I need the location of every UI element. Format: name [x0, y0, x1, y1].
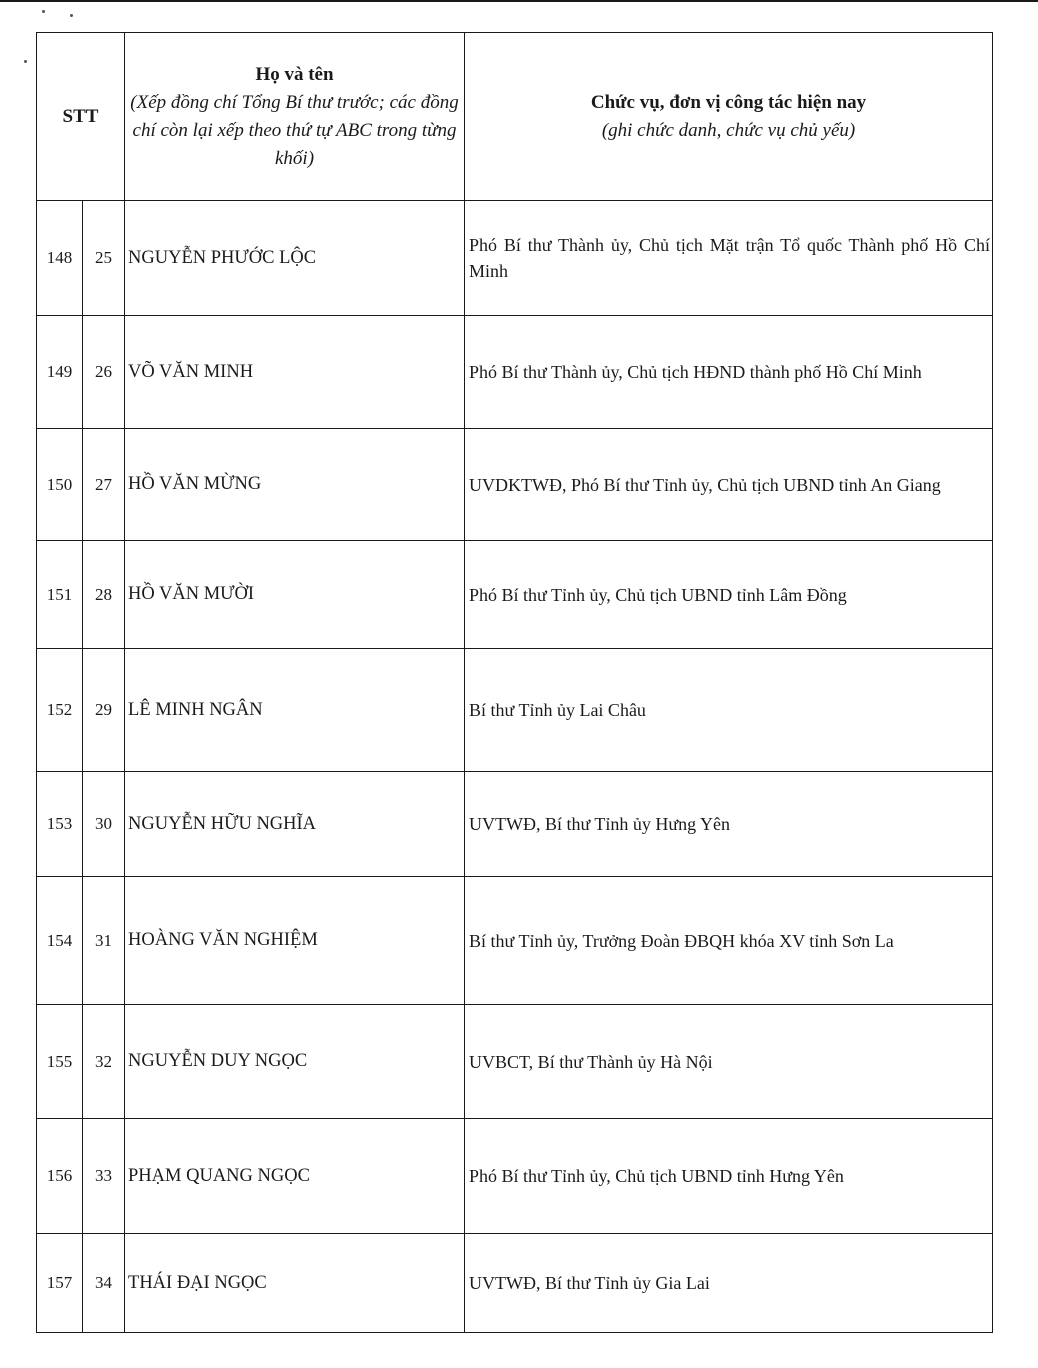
row-sub-number: 27 — [83, 429, 125, 541]
row-sub-number: 34 — [83, 1234, 125, 1333]
row-position: UVDKTWĐ, Phó Bí thư Tỉnh ủy, Chủ tịch UBND tỉnh An Giang — [465, 429, 993, 541]
row-name: NGUYỄN DUY NGỌC — [125, 1005, 465, 1119]
row-name: HỒ VĂN MỪNG — [125, 429, 465, 541]
row-name: PHẠM QUANG NGỌC — [125, 1119, 465, 1234]
row-sub-number: 32 — [83, 1005, 125, 1119]
header-name — [125, 33, 465, 201]
header-name-note: (Xếp đồng chí Tổng Bí thư trước; các đồng chí còn lại xếp theo thứ tự ABC trong từng khối) — [130, 91, 459, 169]
header-position-title: Chức vụ, đơn vị công tác hiện nay — [590, 91, 867, 113]
row-sub-number: 30 — [83, 772, 125, 877]
table-row — [37, 772, 993, 877]
row-position: Bí thư Tỉnh ủy Lai Châu — [465, 649, 993, 772]
table-header-row — [37, 33, 993, 201]
row-position: Bí thư Tỉnh ủy, Trưởng Đoàn ĐBQH khóa XV tỉnh Sơn La — [465, 877, 993, 1005]
row-name: HỒ VĂN MƯỜI — [125, 541, 465, 649]
row-sub-number: 33 — [83, 1119, 125, 1234]
table-row — [37, 1119, 993, 1234]
scan-speck — [24, 60, 27, 63]
row-number: 153 — [37, 772, 83, 877]
header-position-note: (ghi chức danh, chức vụ chủ yếu) — [601, 119, 856, 141]
row-name: NGUYỄN HỮU NGHĨA — [125, 772, 465, 877]
row-position: UVTWĐ, Bí thư Tỉnh ủy Gia Lai — [465, 1234, 993, 1333]
row-number: 157 — [37, 1234, 83, 1333]
row-number: 152 — [37, 649, 83, 772]
header-position — [465, 33, 993, 201]
row-sub-number: 31 — [83, 877, 125, 1005]
row-position: Phó Bí thư Tỉnh ủy, Chủ tịch UBND tỉnh Lâm Đồng — [465, 541, 993, 649]
table-row — [37, 316, 993, 429]
row-number: 149 — [37, 316, 83, 429]
table-row — [37, 429, 993, 541]
row-number: 154 — [37, 877, 83, 1005]
row-number: 150 — [37, 429, 83, 541]
row-position: Phó Bí thư Tỉnh ủy, Chủ tịch UBND tỉnh Hưng Yên — [465, 1119, 993, 1234]
row-number: 156 — [37, 1119, 83, 1234]
table-row — [37, 541, 993, 649]
candidate-table — [36, 32, 993, 1333]
header-name-title: Họ và tên — [255, 63, 334, 85]
row-position: UVTWĐ, Bí thư Tỉnh ủy Hưng Yên — [465, 772, 993, 877]
row-position: UVBCT, Bí thư Thành ủy Hà Nội — [465, 1005, 993, 1119]
row-sub-number: 26 — [83, 316, 125, 429]
header-stt: STT — [37, 33, 125, 201]
table-row — [37, 201, 993, 316]
row-name: THÁI ĐẠI NGỌC — [125, 1234, 465, 1333]
table-row — [37, 1234, 993, 1333]
row-number: 155 — [37, 1005, 83, 1119]
table-row — [37, 877, 993, 1005]
row-number: 148 — [37, 201, 83, 316]
scan-speck — [70, 14, 73, 17]
page-top-rule — [0, 0, 1038, 2]
row-name: NGUYỄN PHƯỚC LỘC — [125, 201, 465, 316]
row-name: LÊ MINH NGÂN — [125, 649, 465, 772]
row-sub-number: 28 — [83, 541, 125, 649]
row-sub-number: 29 — [83, 649, 125, 772]
table-row — [37, 649, 993, 772]
row-number: 151 — [37, 541, 83, 649]
table-row — [37, 1005, 993, 1119]
row-name: VÕ VĂN MINH — [125, 316, 465, 429]
scan-speck — [42, 10, 45, 13]
row-position: Phó Bí thư Thành ủy, Chủ tịch Mặt trận Tổ quốc Thành phố Hồ Chí Minh — [465, 201, 993, 316]
row-position: Phó Bí thư Thành ủy, Chủ tịch HĐND thành phố Hồ Chí Minh — [465, 316, 993, 429]
row-sub-number: 25 — [83, 201, 125, 316]
row-name: HOÀNG VĂN NGHIỆM — [125, 877, 465, 1005]
